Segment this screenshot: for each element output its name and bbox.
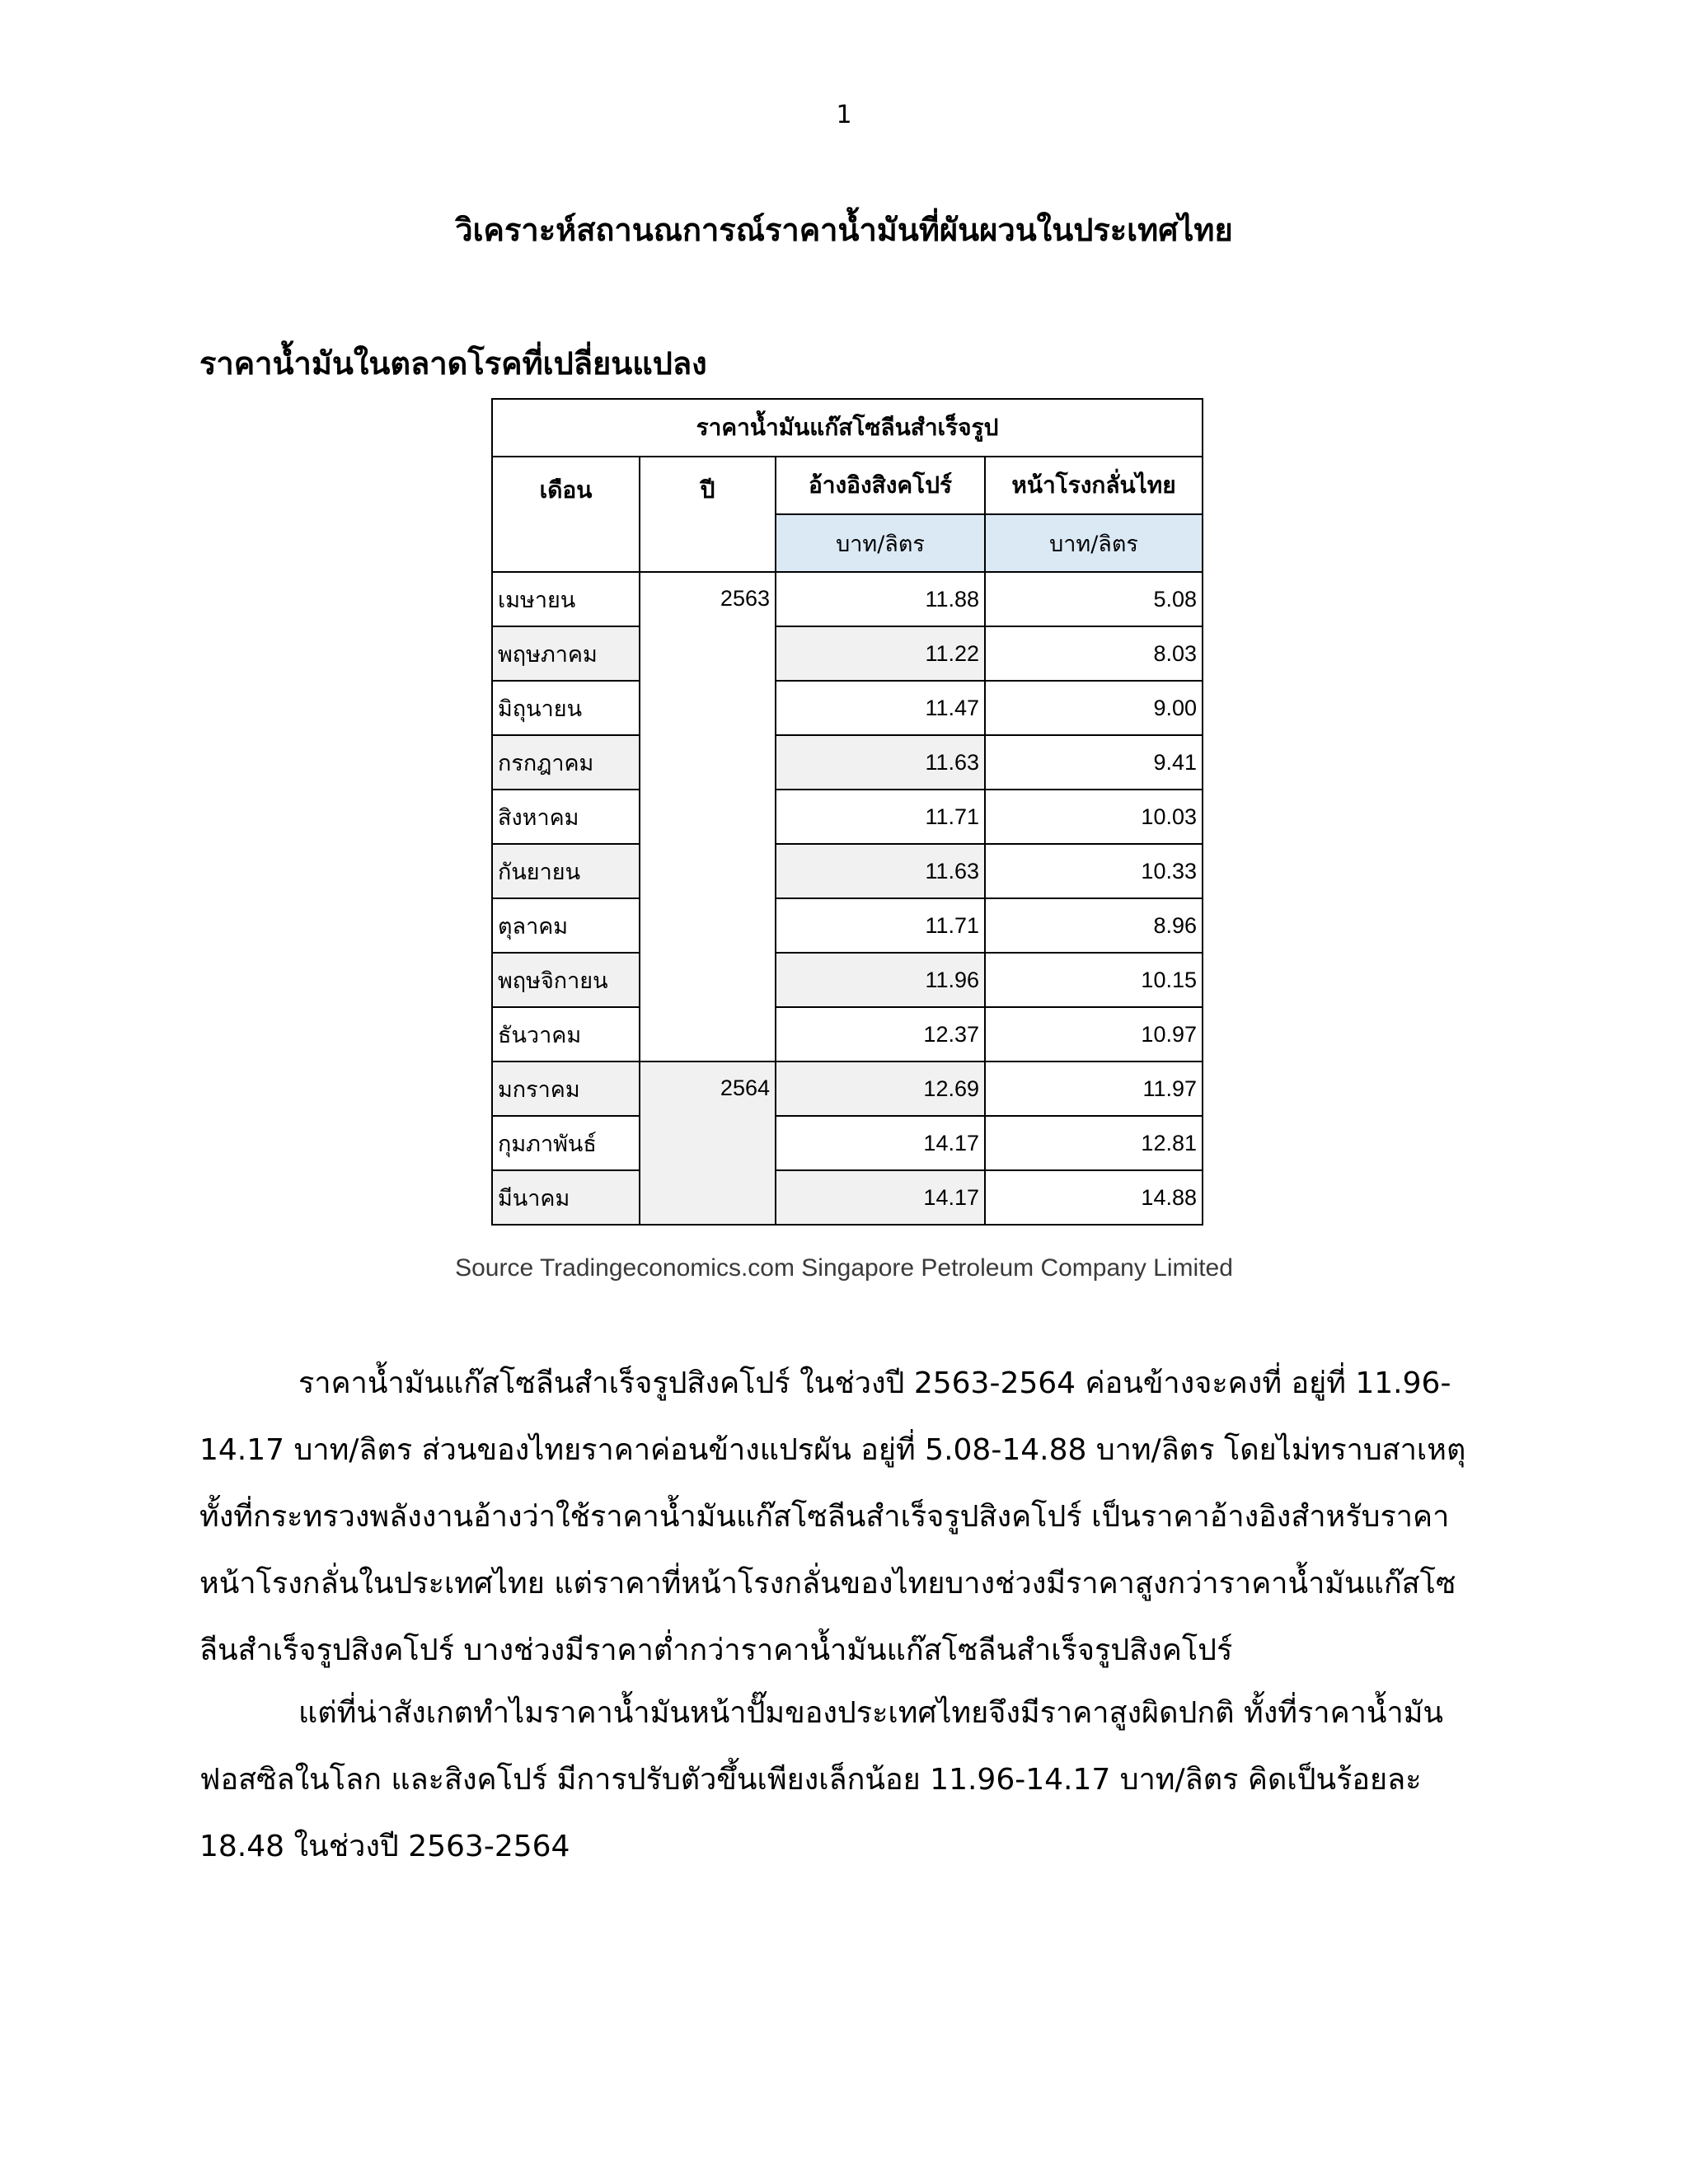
table-row	[492, 953, 1203, 1007]
singapore-price-cell: 11.47	[776, 681, 985, 735]
table-row	[492, 681, 1203, 735]
gasoline-price-table	[491, 398, 1203, 1226]
source-note: Source Tradingeconomics.com Singapore Petroleum Company Limited	[455, 1254, 1233, 1282]
singapore-price-cell: 12.69	[776, 1062, 985, 1116]
singapore-price-cell: 11.71	[776, 898, 985, 953]
table-row	[492, 626, 1203, 681]
header-thai-refinery: หน้าโรงกลั่นไทย	[985, 457, 1203, 514]
paragraph-text: ราคาน้ำมันแก๊สโซลีนสำเร็จรูปสิงคโปร์ ในช่วงปี 2563-2564 ค่อนข้างจะคงที่ อยู่ที่ 11.96-14.17 บาท/ลิตร ส่วนของไทยราคาค่อนข้างแปรผัน อยู่ที่ 5.08-14.88 บาท/ลิตร โดยไม่ทราบสาเหตุทั้งที่กระทรวงพลังงานอ้างว่าใช้ราคาน้ำมันแก๊สโซลีนสำเร็จรูปสิงคโปร์ เป็นราคาอ้างอิงสำหรับราคาหน้าโรงกลั่นในประเทศไทย แต่ราคาที่หน้าโรงกลั่นของไทยบางช่วงมีราคาสูงกว่าราคาน้ำมันแก๊สโซลีนสำเร็จรูปสิงคโปร์ บางช่วงมีราคาต่ำกว่าราคาน้ำมันแก๊สโซลีนสำเร็จรูปสิงคโปร์	[199, 1366, 1466, 1667]
paragraph-text: แต่ที่น่าสังเกตทำไมราคาน้ำมันหน้าปั๊มของประเทศไทยจึงมีราคาสูงผิดปกติ ทั้งที่ราคาน้ำมันฟอสซิลในโลก และสิงคโปร์ มีการปรับตัวขึ้นเพียงเล็กน้อย 11.96-14.17 บาท/ลิตร คิดเป็นร้อยละ 18.48 ในช่วงปี 2563-2564	[199, 1696, 1444, 1863]
singapore-price-cell: 11.71	[776, 790, 985, 844]
header-year: ปี	[640, 457, 776, 572]
table-row	[492, 898, 1203, 953]
document-title: วิเคราะห์สถานณการณ์ราคาน้ำมันที่ผันผวนในประเทศไทย	[455, 212, 1233, 248]
month-cell: กรกฎาคม	[492, 735, 640, 790]
singapore-price-cell: 12.37	[776, 1007, 985, 1062]
month-cell: มิถุนายน	[492, 681, 640, 735]
body-paragraph-2	[199, 1680, 1493, 1880]
month-cell: สิงหาคม	[492, 790, 640, 844]
singapore-price-cell: 11.88	[776, 572, 985, 626]
body-paragraph-1	[199, 1350, 1493, 1684]
thai-refinery-price-cell: 12.81	[985, 1116, 1203, 1170]
header-month: เดือน	[492, 457, 640, 572]
table-row	[492, 735, 1203, 790]
month-cell: เมษายน	[492, 572, 640, 626]
singapore-price-cell: 14.17	[776, 1170, 985, 1225]
page-number: 1	[836, 101, 852, 129]
month-cell: กันยายน	[492, 844, 640, 898]
header-singapore: อ้างอิงสิงคโปร์	[776, 457, 985, 514]
month-cell: กุมภาพันธ์	[492, 1116, 640, 1170]
table-row	[492, 1170, 1203, 1225]
singapore-price-cell: 11.96	[776, 953, 985, 1007]
thai-refinery-price-cell: 9.00	[985, 681, 1203, 735]
thai-refinery-price-cell: 8.03	[985, 626, 1203, 681]
year-cell: 2564	[640, 1062, 776, 1225]
month-cell: พฤษภาคม	[492, 626, 640, 681]
table-caption: ราคาน้ำมันแก๊สโซลีนสำเร็จรูป	[492, 399, 1203, 457]
singapore-price-cell: 11.22	[776, 626, 985, 681]
thai-refinery-price-cell: 10.97	[985, 1007, 1203, 1062]
table-row	[492, 1062, 1203, 1116]
table-body	[492, 572, 1203, 1225]
table-row	[492, 1116, 1203, 1170]
month-cell: มีนาคม	[492, 1170, 640, 1225]
thai-refinery-price-cell: 8.96	[985, 898, 1203, 953]
thai-refinery-price-cell: 9.41	[985, 735, 1203, 790]
unit-thai-refinery: บาท/ลิตร	[985, 514, 1203, 572]
table-row	[492, 1007, 1203, 1062]
thai-refinery-price-cell: 10.03	[985, 790, 1203, 844]
year-cell: 2563	[640, 572, 776, 1062]
month-cell: ธันวาคม	[492, 1007, 640, 1062]
month-cell: ตุลาคม	[492, 898, 640, 953]
thai-refinery-price-cell: 14.88	[985, 1170, 1203, 1225]
section-heading: ราคาน้ำมันในตลาดโรคที่เปลี่ยนแปลง	[199, 345, 707, 382]
table-row	[492, 844, 1203, 898]
month-cell: พฤษจิกายน	[492, 953, 640, 1007]
singapore-price-cell: 14.17	[776, 1116, 985, 1170]
thai-refinery-price-cell: 10.33	[985, 844, 1203, 898]
month-cell: มกราคม	[492, 1062, 640, 1116]
unit-singapore: บาท/ลิตร	[776, 514, 985, 572]
singapore-price-cell: 11.63	[776, 735, 985, 790]
singapore-price-cell: 11.63	[776, 844, 985, 898]
thai-refinery-price-cell: 10.15	[985, 953, 1203, 1007]
table-row	[492, 572, 1203, 626]
table-row	[492, 790, 1203, 844]
thai-refinery-price-cell: 5.08	[985, 572, 1203, 626]
thai-refinery-price-cell: 11.97	[985, 1062, 1203, 1116]
